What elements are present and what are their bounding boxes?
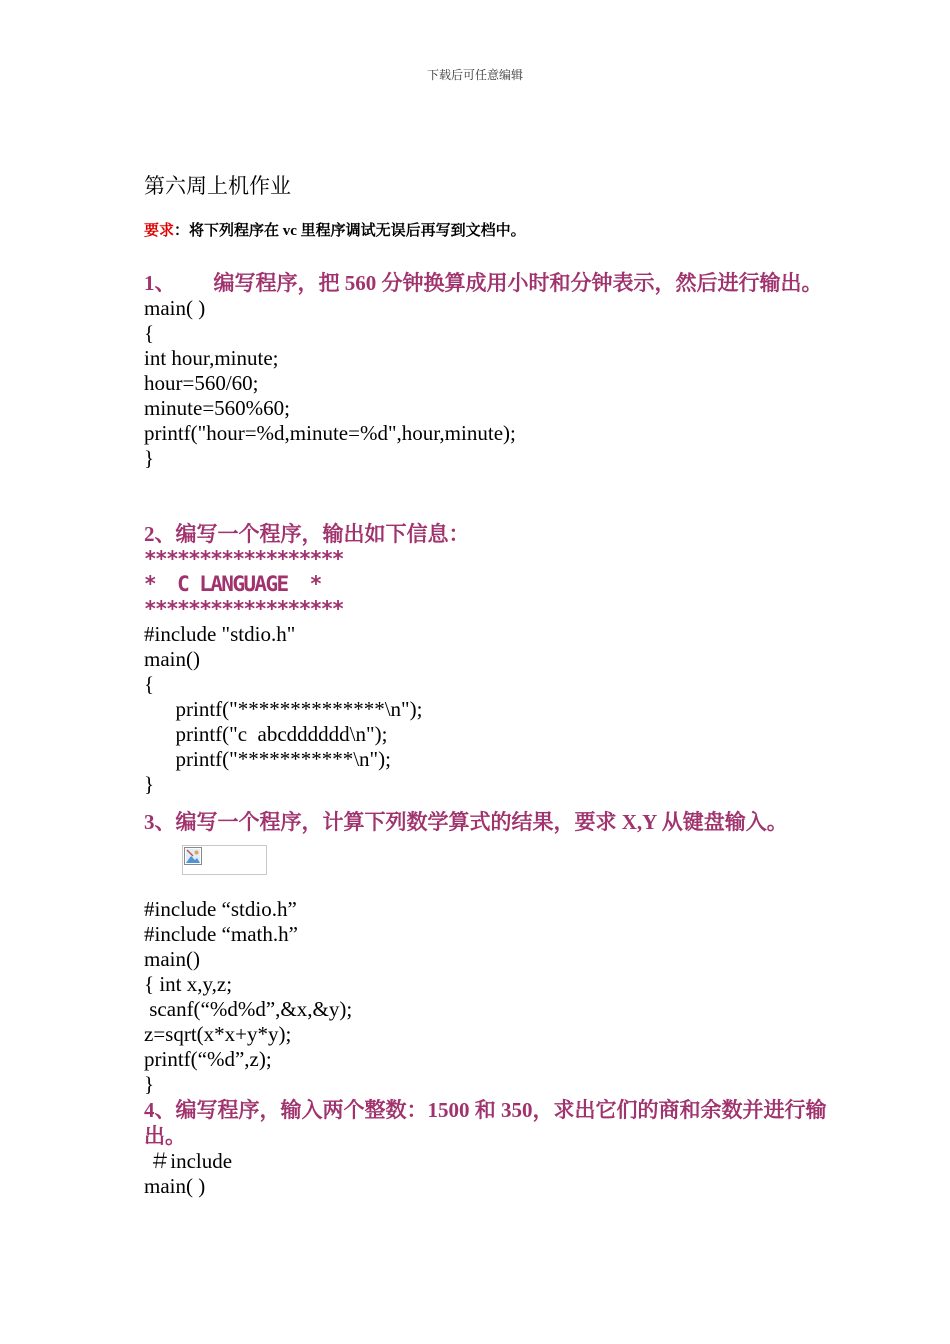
question-3-code [144,897,834,1097]
broken-image-icon [184,847,202,865]
question-1-heading [144,270,834,296]
question-1-number: 1、 [144,271,176,295]
stars-line-bottom: ****************** [144,597,343,621]
code-line: printf("hour=%d,minute=%d",hour,minute); [144,421,516,445]
code-line: main() [144,647,200,671]
code-line: } [144,1072,155,1096]
code-line: main( ) [144,1174,206,1198]
document-body [144,170,834,1199]
code-line: ＃include [144,1149,233,1173]
stars-line-top: ****************** [144,547,343,571]
code-line: #include “stdio.h” [144,897,297,921]
code-line: #include "stdio.h" [144,622,296,646]
code-line: main() [144,947,200,971]
question-3-heading: 3、编写一个程序，计算下列数学算式的结果，要求 X,Y 从键盘输入。 [144,810,788,834]
code-line: z=sqrt(x*x+y*y); [144,1022,292,1046]
requirement-text: ：将下列程序在 vc 里程序调试无误后再写到文档中。 [174,223,526,239]
code-line: hour=560/60; [144,371,259,395]
code-line: main( ) [144,296,206,320]
page-header: 下载后可任意编辑 [426,68,523,82]
formula-image-placeholder [182,845,267,875]
code-line: printf(“%d”,z); [144,1047,272,1071]
code-line: scanf(“%d%d”,&x,&y); [144,997,353,1021]
code-line: printf("**************\n"); [144,697,423,721]
code-line: { [144,672,155,696]
question-4-heading: 4、编写程序，输入两个整数：1500 和 350，求出它们的商和余数并进行输出。 [144,1098,827,1148]
requirement-label: 要求 [144,223,175,239]
question-2-code [144,622,834,797]
question-2-heading: 2、编写一个程序，输出如下信息： [144,522,470,546]
code-line: { [144,321,155,345]
code-line: #include “math.h” [144,922,298,946]
code-line: int hour,minute; [144,346,279,370]
page-title: 第六周上机作业 [144,174,291,198]
code-line: printf("***********\n"); [144,747,391,771]
code-line: printf("c abcdddddd\n"); [144,722,388,746]
language-line: * C LANGUAGE * [144,572,321,596]
question-4-code [144,1149,834,1199]
question-1-text: 编写程序，把 560 分钟换算成用小时和分钟表示，然后进行输出。 [213,271,823,295]
code-line: } [144,772,155,796]
question-1-code [144,296,834,471]
requirement-line [144,220,834,242]
code-line: minute=560%60; [144,396,290,420]
code-line: { int x,y,z; [144,972,233,996]
code-line: } [144,446,155,470]
